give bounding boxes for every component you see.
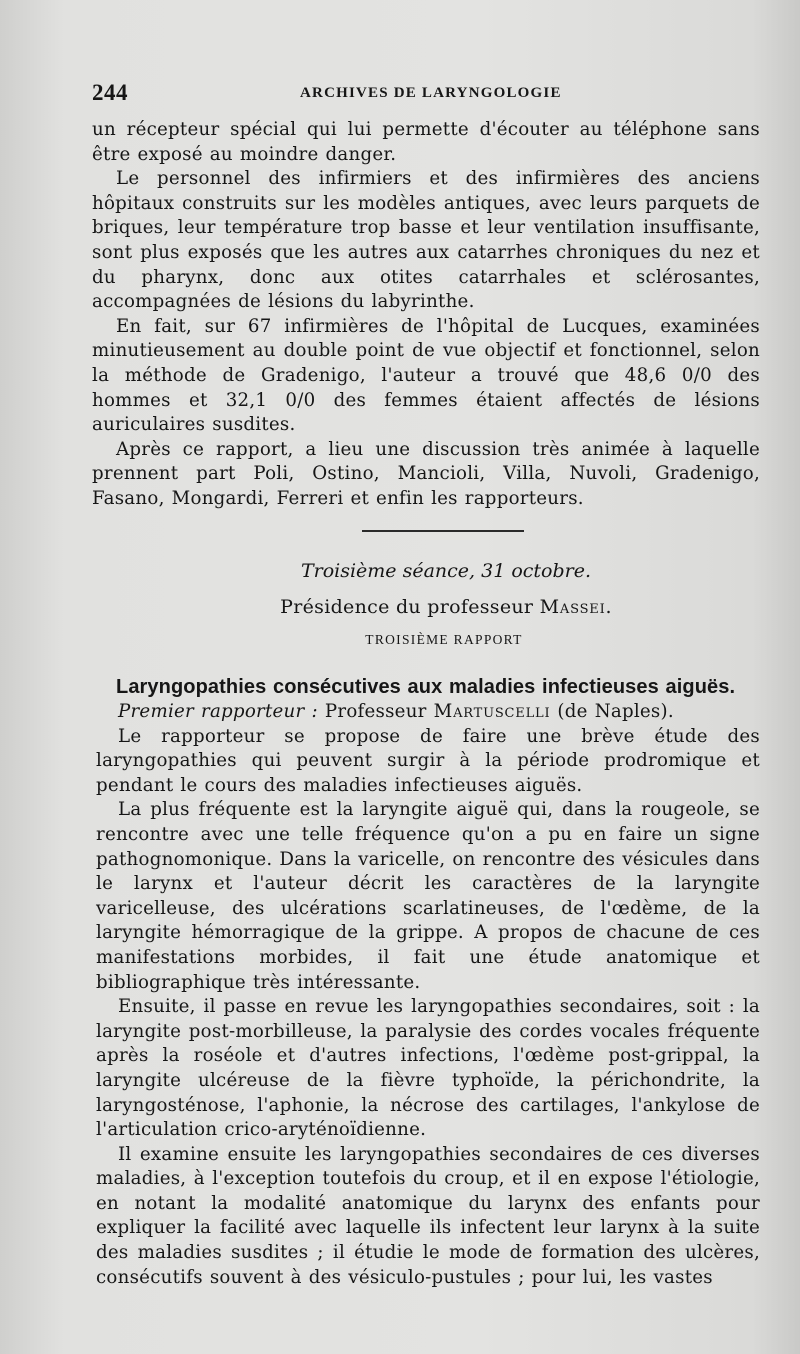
page-header <box>92 80 752 110</box>
presidency-prefix: Présidence du professeur <box>280 596 540 618</box>
page-number: 244 <box>92 80 128 105</box>
rapporteur-prefix: Professeur <box>317 701 434 722</box>
session-title: Troisième séance, 31 octobre. <box>300 560 592 582</box>
article <box>96 674 760 1290</box>
rapporteur-line <box>96 700 760 725</box>
paragraph: Le rapporteur se propose de faire une brève étude des laryngopathies qui peuvent surgir à la période prodromique et pendant le cours des maladies infectieuses aiguës. <box>96 725 760 796</box>
paragraph: La plus fréquente est la laryngite aiguë qui, dans la rougeole, se rencontre avec une telle fréquence qu'on a pu en faire un signe pathognomonique. Dans la varicelle, on rencontre des vésicules dans le larynx et l'auteur décrit les caractères de la laryngite varicelleuse, des ulcérations scarlatineuses, de l'œdème, de la laryngite hémorragique de la grippe. A propos de chacune de ces manifestations morbides, il fait une étude anatomique et bibliographique très intéressante. <box>96 799 761 993</box>
presidency-suffix: . <box>605 596 612 618</box>
rapporteur-suffix: (de Naples). <box>550 701 674 722</box>
body-text <box>92 118 760 512</box>
paragraph: En fait, sur 67 infirmières de l'hôpital de Lucques, examinées minutieusement au double point de vue objectif et fonctionnel, selon la méthode de Gradenigo, l'auteur a trouvé que 48,6 0/0 des hommes et 32,1 0/0 des femmes étaient affectés de lésions auriculaires susdites. <box>92 315 760 436</box>
rapporteur-name: Martuscelli <box>433 701 551 722</box>
paragraph: Le personnel des infirmiers et des infirmières des anciens hôpitaux construits sur les modèles antiques, avec leurs parquets de briques, leur température trop basse et leur ventilation insuffisante, sont plus exposés que les autres aux catarrhes chroniques du nez et du pharynx, donc aux otites catarrhales et sclérosantes, accompagnées de lésions du labyrinthe. <box>92 168 760 313</box>
running-head: ARCHIVES DE LARYNGOLOGIE <box>300 85 562 101</box>
paragraph: un récepteur spécial qui lui permette d'écouter au téléphone sans être exposé au moindre danger. <box>92 119 760 165</box>
president-name: Massei <box>539 596 606 618</box>
article-title: Laryngopathies consécutives aux maladies infectieuses aiguës. <box>116 676 736 698</box>
section-divider <box>362 530 524 532</box>
session-heading <box>92 558 760 648</box>
report-label: TROISIÈME RAPPORT <box>365 632 523 647</box>
presidency-line <box>132 594 760 620</box>
paragraph: Ensuite, il passe en revue les laryngopathies secondaires, soit : la laryngite post-morbilleuse, la paralysie des cordes vocales fréquente après la roséole et d'autres infections, l'œdème post-grippal, la laryngite ulcéreuse de la fièvre typhoïde, la périchondrite, la laryngosténose, l'aphonie, la nécrose des cartilages, l'ankylose de l'articulation crico-aryténoïdienne. <box>96 996 760 1141</box>
rapporteur-label: Premier rapporteur : <box>118 701 318 722</box>
paragraph: Après ce rapport, a lieu une discussion très animée à laquelle prennent part Poli, Ostino, Mancioli, Villa, Nuvoli, Gradenigo, Fasano, Mongardi, Ferreri et enfin les rapporteurs. <box>92 438 760 509</box>
paragraph: Il examine ensuite les laryngopathies secondaires de ces diverses maladies, à l'exception toutefois du croup, et il en expose l'étiologie, en notant la modalité anatomique du larynx des enfants pour expliquer la facilité avec laquelle ils infectent leur larynx à la suite des maladies susdites ; il étudie le mode de formation des ulcères, consécutifs souvent à des vésiculo-pustules ; pour lui, les vastes <box>96 1143 760 1288</box>
